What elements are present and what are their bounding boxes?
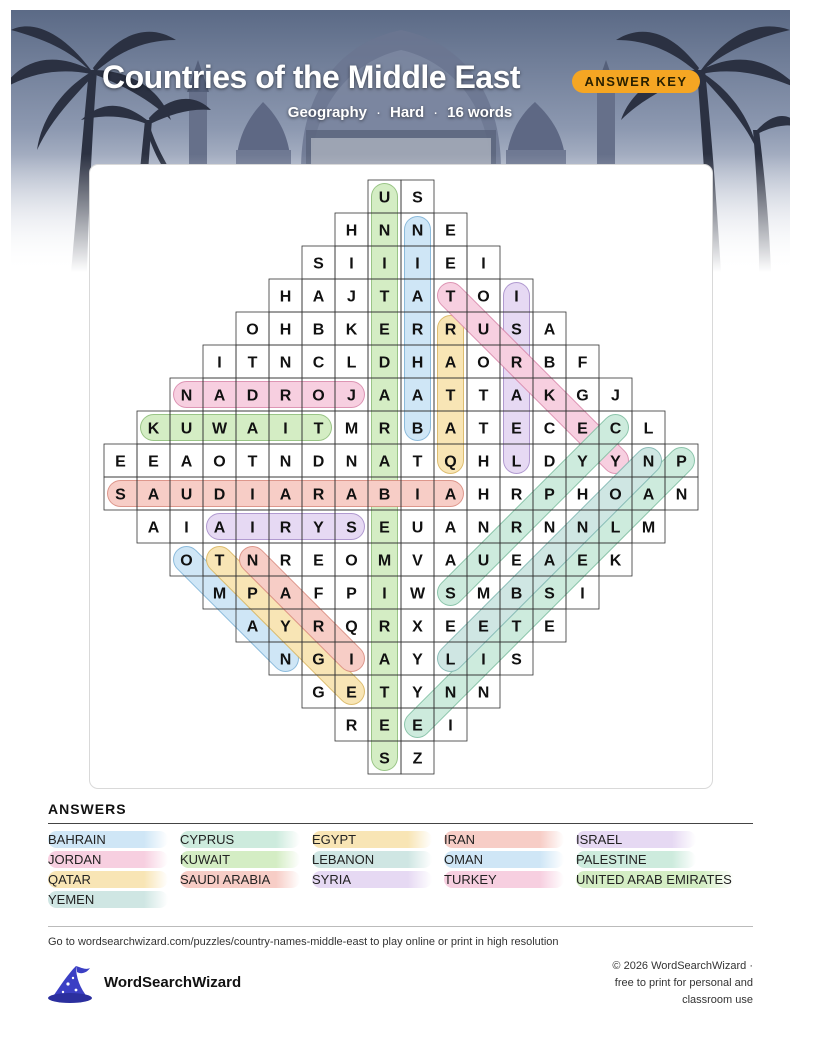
grid-letter: I xyxy=(382,255,387,273)
grid-letter: Y xyxy=(280,618,291,636)
grid-letter: A xyxy=(510,387,523,405)
grid-letter: I xyxy=(349,651,354,669)
grid-letter: E xyxy=(478,618,489,636)
grid-letter: N xyxy=(411,222,424,240)
page-title: Countries of the Middle East xyxy=(102,59,521,95)
answer-item: LEBANON xyxy=(312,851,432,868)
grid-letter: U xyxy=(378,189,391,207)
grid-letter: N xyxy=(378,222,391,240)
grid-letter: O xyxy=(213,453,226,471)
answer-item: SYRIA xyxy=(312,871,432,888)
grid-letter: A xyxy=(279,486,292,504)
grid-letter: Y xyxy=(412,651,423,669)
grid-letter: E xyxy=(346,684,357,702)
grid-letter: R xyxy=(510,354,523,372)
grid-letter: M xyxy=(476,585,491,603)
grid-letter: L xyxy=(511,453,522,471)
grid-letter: T xyxy=(511,618,522,636)
grid-letter: E xyxy=(115,453,126,471)
grid-letter: L xyxy=(610,519,621,537)
answer-item: SAUDI ARABIA xyxy=(180,871,300,888)
grid-letter: F xyxy=(313,585,324,603)
grid-letter: L xyxy=(346,354,357,372)
grid-letter: O xyxy=(180,552,193,570)
grid-letter: E xyxy=(412,717,423,735)
grid-letter: T xyxy=(445,387,456,405)
wizard-hat-icon xyxy=(46,964,94,1009)
grid-letter: N xyxy=(279,651,292,669)
grid-letter: M xyxy=(212,585,227,603)
answer-item: PALESTINE xyxy=(576,851,696,868)
grid-letter: H xyxy=(345,222,358,240)
grid-letter: B xyxy=(312,321,325,339)
grid-letter: G xyxy=(312,684,325,702)
grid-letter: G xyxy=(576,387,589,405)
grid-letter: J xyxy=(347,387,356,405)
grid-letter: N xyxy=(444,684,457,702)
grid-letter: A xyxy=(378,651,391,669)
grid-letter: A xyxy=(147,486,160,504)
grid-letter: T xyxy=(445,288,456,306)
answer-item: QATAR xyxy=(48,871,168,888)
grid-letter: R xyxy=(510,486,523,504)
grid-letter: D xyxy=(378,354,391,372)
answers-heading: ANSWERS xyxy=(48,801,127,817)
grid-letter: E xyxy=(577,552,588,570)
grid-letter: N xyxy=(543,519,556,537)
grid-letter: D xyxy=(213,486,226,504)
grid-letter: U xyxy=(180,486,193,504)
grid-letter: E xyxy=(148,453,159,471)
separator-dot-icon: · xyxy=(433,104,439,121)
grid-letter: E xyxy=(445,618,456,636)
grid-letter: T xyxy=(412,453,423,471)
grid-letter: A xyxy=(312,288,325,306)
grid-letter: N xyxy=(477,519,490,537)
grid-letter: A xyxy=(444,354,457,372)
separator-dot-icon: · xyxy=(375,104,381,121)
grid-letter: O xyxy=(609,486,622,504)
grid-letter: S xyxy=(511,651,522,669)
grid-letter: S xyxy=(379,750,390,768)
grid-letter: A xyxy=(444,420,457,438)
grid-letter: I xyxy=(580,585,585,603)
answer-list xyxy=(48,831,753,911)
grid-letter: A xyxy=(378,387,391,405)
grid-letter: I xyxy=(415,255,420,273)
divider xyxy=(48,823,753,824)
footer-url-text: Go to wordsearchwizard.com/puzzles/country-names-middle-east to play online or print in high resolution xyxy=(48,936,559,948)
grid-letter: E xyxy=(511,420,522,438)
grid-letter: M xyxy=(344,420,359,438)
grid-letter: P xyxy=(544,486,555,504)
grid-letter: D xyxy=(312,453,325,471)
answer-item: KUWAIT xyxy=(180,851,300,868)
grid-letter: H xyxy=(477,453,490,471)
grid-letter: R xyxy=(312,618,325,636)
grid-letter: A xyxy=(378,453,391,471)
grid-letter: A xyxy=(411,387,424,405)
grid-letter: I xyxy=(448,717,453,735)
grid-letter: U xyxy=(180,420,193,438)
grid-letter: R xyxy=(444,321,457,339)
grid-letter: R xyxy=(378,420,391,438)
grid-letter: N xyxy=(246,552,259,570)
grid-letter: N xyxy=(576,519,589,537)
grid-letter: L xyxy=(445,651,456,669)
grid-letter: R xyxy=(279,387,292,405)
grid-letter: I xyxy=(217,354,222,372)
grid-letter: J xyxy=(611,387,620,405)
grid-letter: C xyxy=(609,420,622,438)
grid-letter: N xyxy=(642,453,655,471)
grid-letter: Z xyxy=(412,750,423,768)
grid-letter: T xyxy=(478,420,489,438)
answer-item: EGYPT xyxy=(312,831,432,848)
grid-letter: X xyxy=(412,618,423,636)
grid-letter: I xyxy=(283,420,288,438)
grid-letter: R xyxy=(312,486,325,504)
grid-letter: D xyxy=(246,387,259,405)
copyright-line: free to print for personal and xyxy=(614,977,753,989)
grid-letter: S xyxy=(412,189,423,207)
grid-letter: N xyxy=(345,453,358,471)
grid-letter: E xyxy=(313,552,324,570)
grid-letter: H xyxy=(477,486,490,504)
grid-letter: C xyxy=(312,354,325,372)
answer-key-badge: ANSWER KEY xyxy=(572,70,700,93)
grid-letter: A xyxy=(444,519,457,537)
grid-letter: S xyxy=(346,519,357,537)
grid-letter: T xyxy=(478,387,489,405)
grid-letter: U xyxy=(411,519,424,537)
grid-letter: O xyxy=(477,354,490,372)
grid-letter: B xyxy=(543,354,556,372)
grid-letter: E xyxy=(577,420,588,438)
grid-letter: A xyxy=(543,552,556,570)
grid-letter: V xyxy=(412,552,423,570)
grid-letter: P xyxy=(676,453,687,471)
grid-letter: B xyxy=(510,585,523,603)
grid-letter: O xyxy=(345,552,358,570)
grid-letter: B xyxy=(411,420,424,438)
grid-letter: C xyxy=(543,420,556,438)
grid-letter: W xyxy=(211,420,228,438)
grid-letter: I xyxy=(514,288,519,306)
grid-letter: N xyxy=(180,387,193,405)
grid-letter: E xyxy=(445,222,456,240)
grid-letter: A xyxy=(246,618,259,636)
grid-letter: E xyxy=(379,717,390,735)
grid-letter: A xyxy=(411,288,424,306)
grid-letter: A xyxy=(147,519,160,537)
grid-letter: Y xyxy=(610,453,621,471)
copyright-text xyxy=(553,958,753,1009)
grid-letter: H xyxy=(576,486,589,504)
grid-letter: K xyxy=(345,321,358,339)
grid-letter: H xyxy=(411,354,424,372)
grid-letter: E xyxy=(379,321,390,339)
grid-letter: S xyxy=(313,255,324,273)
grid-letter: Q xyxy=(444,453,457,471)
grid-letter: E xyxy=(445,255,456,273)
grid-letter: S xyxy=(445,585,456,603)
answer-item: BAHRAIN xyxy=(48,831,168,848)
grid-letter: T xyxy=(247,453,258,471)
grid-letter: N xyxy=(279,354,292,372)
grid-letter: K xyxy=(609,552,622,570)
answer-item: IRAN xyxy=(444,831,564,848)
grid-letter: N xyxy=(477,684,490,702)
grid-letter: H xyxy=(279,321,292,339)
grid-letter: N xyxy=(279,453,292,471)
grid-letter: H xyxy=(279,288,292,306)
grid-letter: A xyxy=(543,321,556,339)
grid-letter: T xyxy=(313,420,324,438)
answer-item: JORDAN xyxy=(48,851,168,868)
difficulty-label: Hard xyxy=(389,104,425,121)
grid-letter: A xyxy=(246,420,259,438)
grid-letter: O xyxy=(312,387,325,405)
grid-letter: Q xyxy=(345,618,358,636)
grid-letter: A xyxy=(279,585,292,603)
answer-item: TURKEY xyxy=(444,871,564,888)
grid-letter: T xyxy=(379,684,390,702)
subject-label: Geography xyxy=(287,104,367,121)
grid-letter: S xyxy=(511,321,522,339)
grid-letter: R xyxy=(411,321,424,339)
answer-item: YEMEN xyxy=(48,891,168,908)
grid-letter: P xyxy=(247,585,258,603)
grid-letter: I xyxy=(184,519,189,537)
copyright-line: classroom use xyxy=(682,994,753,1006)
answer-item: UNITED ARAB EMIRATES xyxy=(576,871,734,888)
grid-letter: Y xyxy=(577,453,588,471)
grid-letter: F xyxy=(577,354,588,372)
grid-letter: O xyxy=(246,321,259,339)
grid-letter: U xyxy=(477,552,490,570)
answer-item: OMAN xyxy=(444,851,564,868)
grid-letter: A xyxy=(444,486,457,504)
grid-letter: A xyxy=(213,387,226,405)
grid-letter: E xyxy=(379,519,390,537)
grid-letter: I xyxy=(250,519,255,537)
grid-letter: D xyxy=(543,453,556,471)
grid-letter: P xyxy=(346,585,357,603)
grid-letter: A xyxy=(180,453,193,471)
grid-letter: I xyxy=(382,585,387,603)
grid-letter: W xyxy=(409,585,426,603)
grid-letter: S xyxy=(544,585,555,603)
grid-letter: O xyxy=(477,288,490,306)
grid-letter: K xyxy=(147,420,160,438)
grid-letter: G xyxy=(312,651,325,669)
grid-letter: M xyxy=(641,519,656,537)
grid-letter: R xyxy=(279,552,292,570)
grid-letter: E xyxy=(511,552,522,570)
grid-letter: Y xyxy=(313,519,324,537)
answer-item: ISRAEL xyxy=(576,831,696,848)
grid-letter: M xyxy=(377,552,392,570)
cell-layer xyxy=(104,180,698,774)
grid-letter: R xyxy=(378,618,391,636)
grid-letter: I xyxy=(349,255,354,273)
grid-letter: N xyxy=(675,486,688,504)
grid-letter: R xyxy=(510,519,523,537)
grid-letter: T xyxy=(214,552,225,570)
grid-letter: E xyxy=(544,618,555,636)
grid-letter: Y xyxy=(412,684,423,702)
grid-letter: U xyxy=(477,321,490,339)
grid-letter: I xyxy=(481,255,486,273)
grid-letter: I xyxy=(415,486,420,504)
grid-letter: T xyxy=(247,354,258,372)
grid-letter: A xyxy=(444,552,457,570)
grid-letter: K xyxy=(543,387,556,405)
word-count-label: 16 words xyxy=(447,104,513,121)
answer-item: CYPRUS xyxy=(180,831,300,848)
divider xyxy=(48,926,753,927)
grid-letter: S xyxy=(115,486,126,504)
grid-letter: I xyxy=(250,486,255,504)
brand-name: WordSearchWizard xyxy=(104,974,242,991)
grid-letter: A xyxy=(213,519,226,537)
copyright-line: © 2026 WordSearchWizard · xyxy=(612,960,753,972)
grid-letter: J xyxy=(347,288,356,306)
grid-letter: R xyxy=(345,717,358,735)
grid-letter: I xyxy=(481,651,486,669)
grid-letter: R xyxy=(279,519,292,537)
grid-letter: B xyxy=(378,486,391,504)
grid-letter: L xyxy=(643,420,654,438)
grid-letter: A xyxy=(642,486,655,504)
grid-letter: A xyxy=(345,486,358,504)
grid-letter: T xyxy=(379,288,390,306)
